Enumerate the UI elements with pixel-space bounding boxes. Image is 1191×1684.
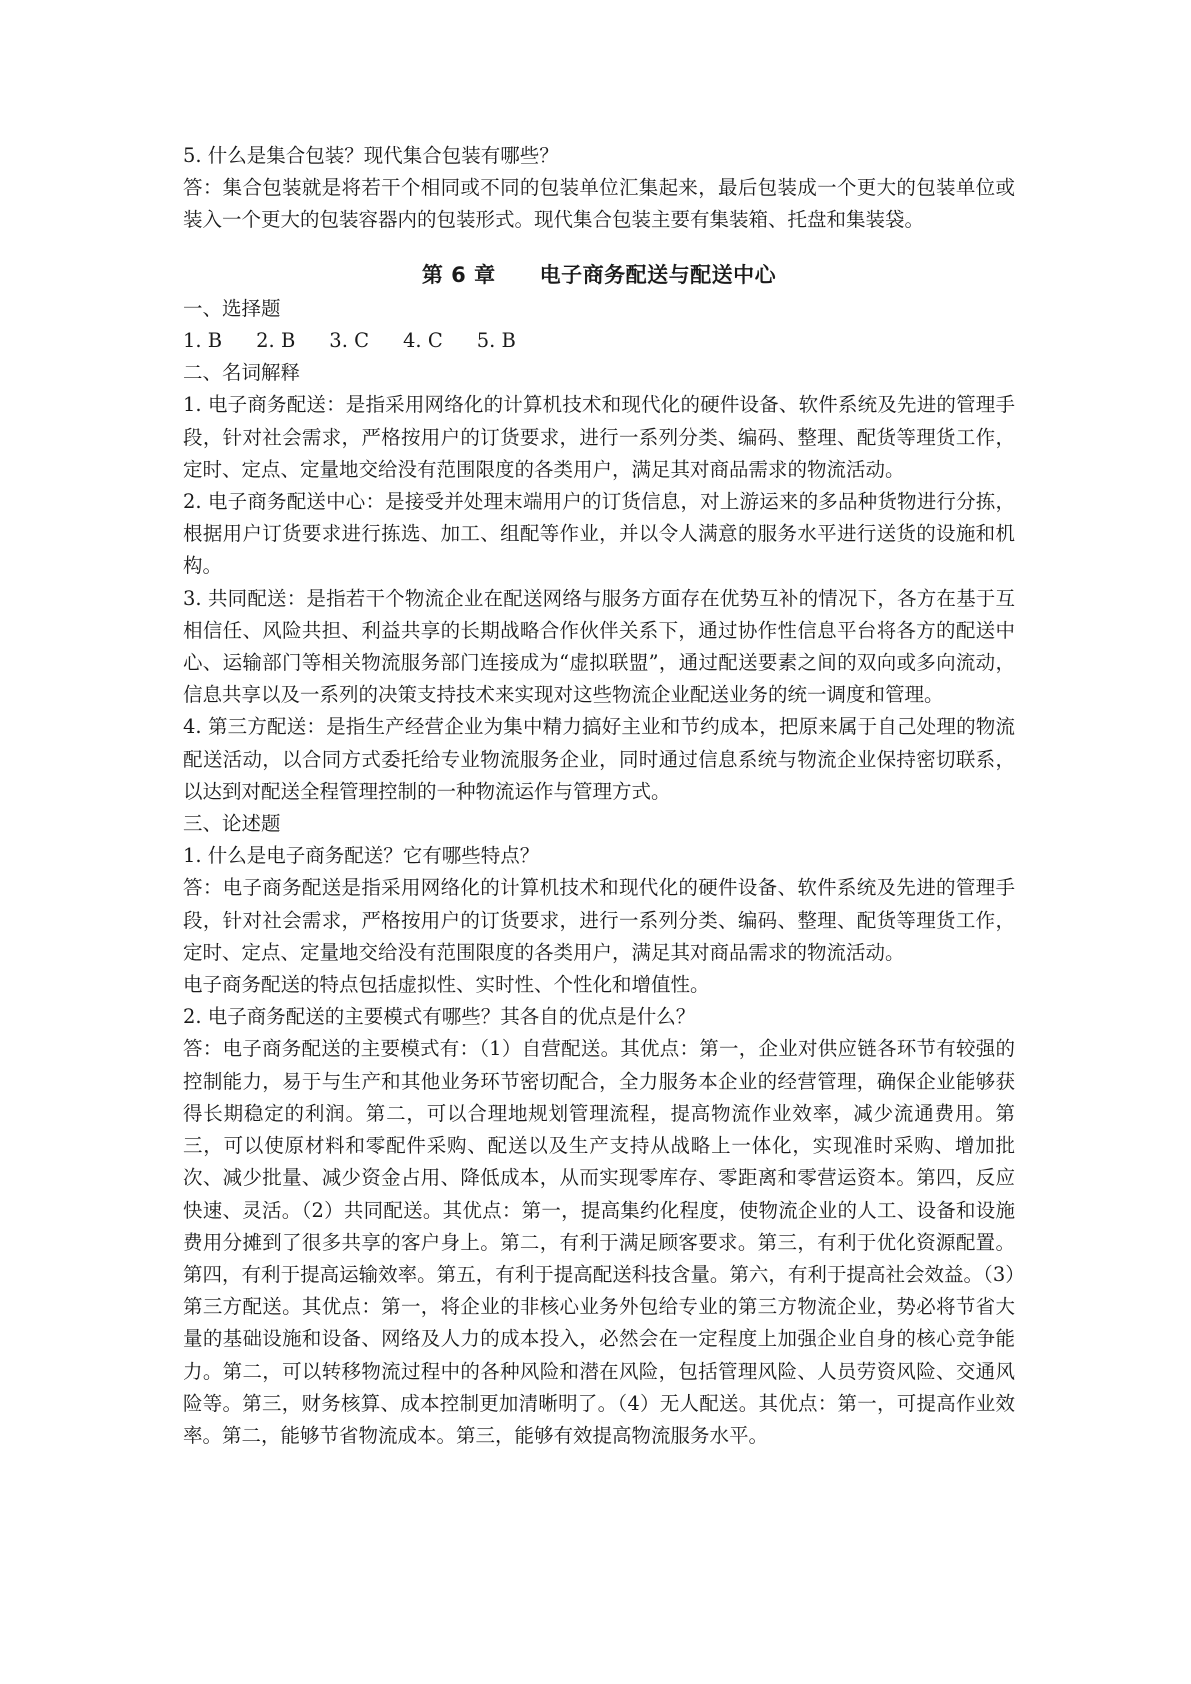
essay-answer-1-features: 电子商务配送的特点包括虚拟性、实时性、个性化和增值性。 [183,973,710,997]
term-item: 3. 共同配送：是指若干个物流企业在配送网络与服务方面存在优势互补的情况下，各方在基于互相信任、风险共担、利益共享的长期战略合作伙伴关系下，通过协作性信息平台将各方的配送中心、运输部门等相关物流服务部门连接成为“虚拟联盟”，通过配送要素之间的双向或多向流动，信息共享以及一系列的决策支持技术来实现对这些物流企业配送业务的统一调度和管理。 [183,586,1015,707]
chapter-title: 电子商务配送与配送中心 [539,262,777,287]
choice-answer: 4. C [403,329,443,353]
section-heading-terms: 二、名词解释 [183,361,301,385]
term-item: 2. 电子商务配送中心：是接受并处理末端用户的订货信息，对上游运来的多品种货物进行分拣，根据用户订货要求进行拣选、加工、组配等作业，并以令人满意的服务水平进行送货的设施和机构。 [183,490,1015,578]
essay-answer-1: 答：电子商务配送是指采用网络化的计算机技术和现代化的硬件设备、软件系统及先进的管理手段，针对社会需求，严格按用户的订货要求，进行一系列分类、编码、整理、配货等理货工作，定时、定点、定量地交给没有范围限度的各类用户，满足其对商品需求的物流活动。 [183,876,1015,964]
term-item: 4. 第三方配送：是指生产经营企业为集中精力搞好主业和节约成本，把原来属于自己处理的物流配送活动，以合同方式委托给专业物流服务企业，同时通过信息系统与物流企业保持密切联系，以达到对配送全程管理控制的一种物流运作与管理方式。 [183,715,1015,803]
essay-answer-2: 答：电子商务配送的主要模式有：（1）自营配送。其优点：第一，企业对供应链各环节有较强的控制能力，易于与生产和其他业务环节密切配合，全力服务本企业的经营管理，确保企业能够获得长期稳定的利润。第二，可以合理地规划管理流程，提高物流作业效率，减少流通费用。第三，可以使原材料和零配件采购、配送以及生产支持从战略上一体化，实现准时采购、增加批次、减少批量、减少资金占用、降低成本，从而实现零库存、零距离和零营运资本。第四，反应快速、灵活。（2）共同配送。其优点：第一，提高集约化程度，使物流企业的人工、设备和设施费用分摊到了很多共享的客户身上。第二，有利于满足顾客要求。第三，有利于优化资源配置。第四，有利于提高运输效率。第五，有利于提高配送科技含量。第六，有利于提高社会效益。（3）第三方配送。其优点：第一，将企业的非核心业务外包给专业的第三方物流企业，势必将节省大量的基础设施和设备、网络及人力的成本投入，必然会在一定程度上加强企业自身的核心竞争能力。第二，可以转移物流过程中的各种风险和潜在风险，包括管理风险、人员劳资风险、交通风险等。第三，财务核算、成本控制更加清晰明了。（4）无人配送。其优点：第一，可提高作业效率。第二，能够节省物流成本。第三，能够有效提高物流服务水平。 [183,1037,1015,1447]
section-heading-essay: 三、论述题 [183,812,281,836]
term-item: 1. 电子商务配送：是指采用网络化的计算机技术和现代化的硬件设备、软件系统及先进的管理手段，针对社会需求，严格按用户的订货要求，进行一系列分类、编码、整理、配货等理货工作，定时、定点、定量地交给没有范围限度的各类用户，满足其对商品需求的物流活动。 [183,393,1015,481]
document-page [183,140,1015,1452]
choice-answer: 5. B [476,329,516,353]
choice-answer: 3. C [329,329,370,353]
section-heading-choice: 一、选择题 [183,296,281,320]
question-5: 5. 什么是集合包装？现代集合包装有哪些？ [183,144,559,167]
choice-answer: 2. B [256,329,296,353]
essay-question-2: 2. 电子商务配送的主要模式有哪些？其各自的优点是什么？ [183,1005,696,1029]
chapter-heading [183,259,1015,291]
answer-5: 答：集合包装就是将若干个相同或不同的包装单位汇集起来，最后包装成一个更大的包装单位或装入一个更大的包装容器内的包装形式。现代集合包装主要有集装箱、托盘和集装袋。 [183,176,1015,232]
choice-answers [183,325,1015,357]
chapter-number: 第 6 章 [421,262,496,287]
essay-question-1: 1. 什么是电子商务配送？它有哪些特点？ [183,844,540,868]
choice-answer: 1. B [183,329,223,353]
